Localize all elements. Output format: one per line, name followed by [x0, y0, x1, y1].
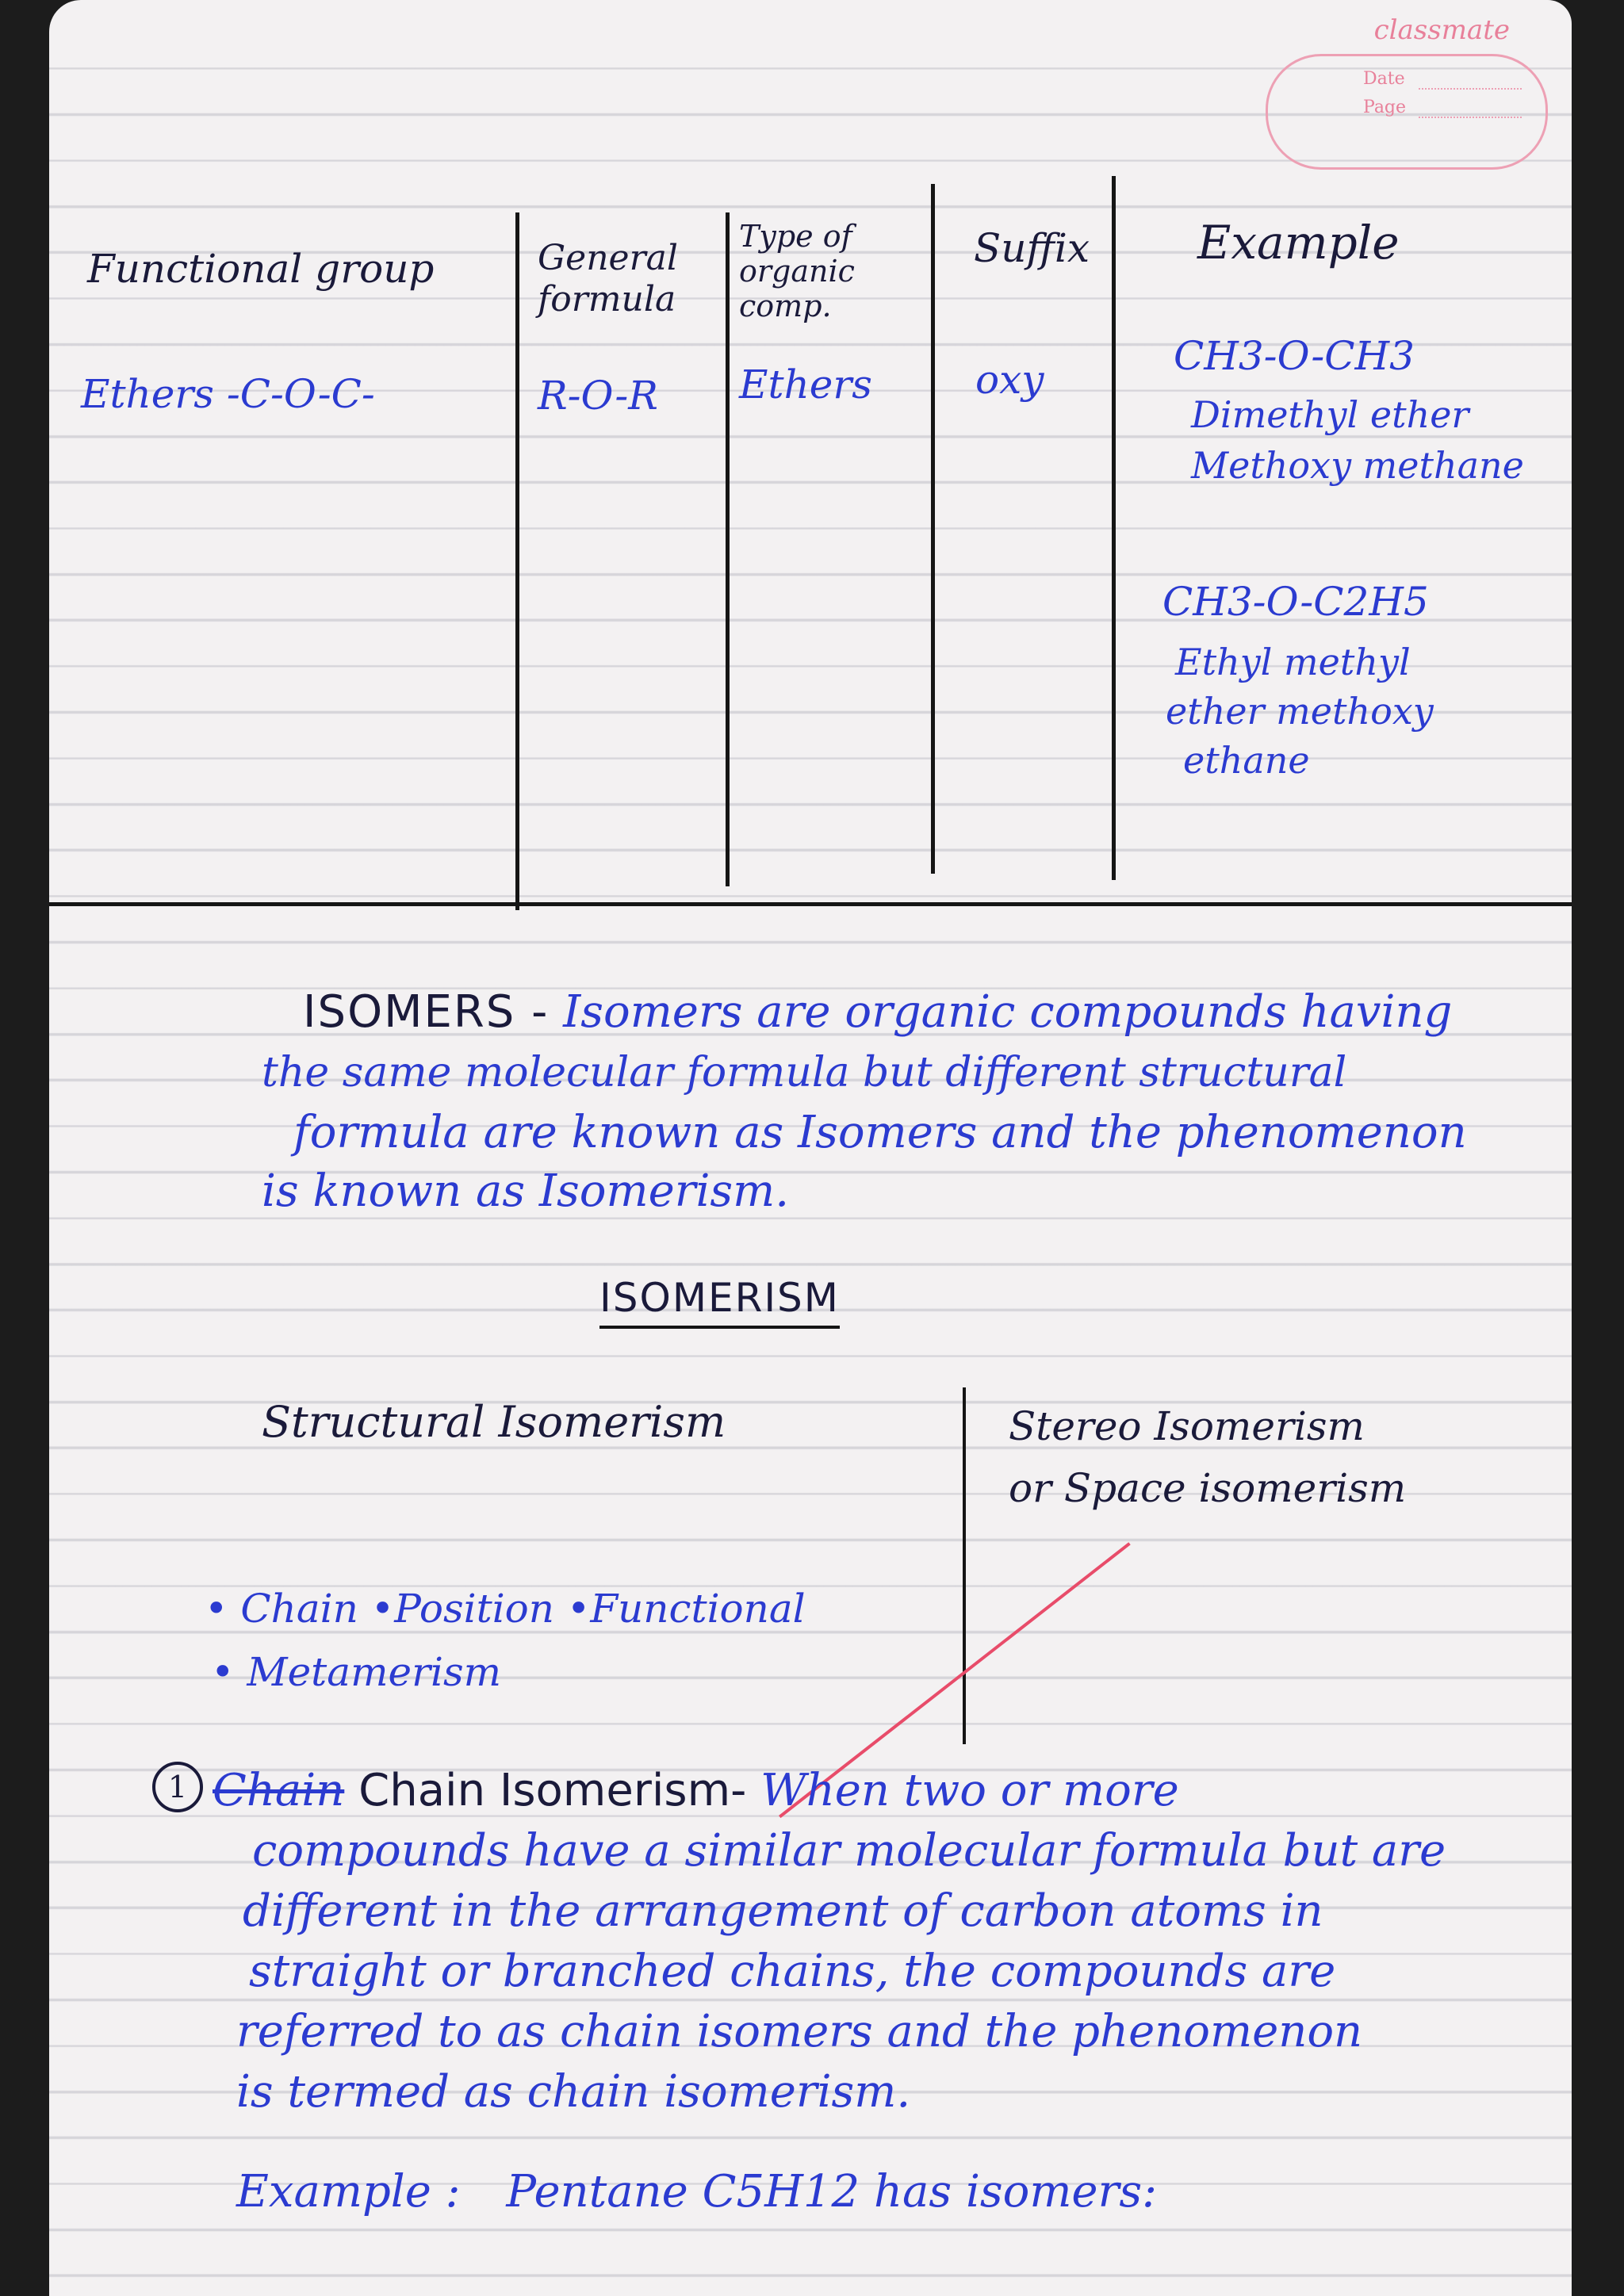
structural-types-line-1: • Chain •Position •Functional	[205, 1586, 806, 1632]
chain-line-4: straight or branched chains, the compounds are	[249, 1946, 1336, 1997]
chain-line-1	[213, 1762, 1179, 1820]
header-example: Example	[1197, 216, 1400, 270]
chain-line-3: different in the arrangement of carbon atoms in	[243, 1885, 1323, 1937]
structural-isomerism-heading: Structural Isomerism	[262, 1397, 726, 1447]
example-label: Example :	[236, 2166, 461, 2218]
header-functional-group: Functional group	[87, 246, 435, 292]
isomers-text-1: Isomers are organic compounds having	[563, 986, 1453, 1038]
chain-term: Chain Isomerism-	[358, 1765, 747, 1816]
date-label: Date	[1363, 69, 1405, 89]
chain-line-6: is termed as chain isomerism.	[236, 2066, 911, 2118]
table-divider-3	[931, 184, 935, 874]
cell-general-formula: R-O-R	[538, 373, 658, 419]
example-2-formula: CH3-O-C2H5	[1162, 579, 1429, 625]
header-type: Type of organic comp.	[739, 219, 855, 323]
brand-logo: classmate	[1373, 14, 1510, 46]
example-1-name-line-1: Dimethyl ether	[1191, 393, 1469, 436]
cell-functional-group: Ethers -C-O-C-	[81, 371, 375, 417]
isomers-line-3: formula are known as Isomers and the phenomenon	[293, 1107, 1467, 1158]
stereo-isomerism-heading-line-1: Stereo Isomerism	[1009, 1403, 1365, 1449]
table-divider-1	[515, 212, 519, 910]
example-line	[236, 2163, 1157, 2221]
table-bottom-rule	[49, 902, 1572, 906]
example-2-name-line-1: Ethyl methyl	[1175, 641, 1411, 683]
isomers-term: ISOMERS -	[303, 986, 550, 1038]
example-text: Pentane C5H12 has isomers:	[506, 2166, 1157, 2218]
example-2-name-line-3: ethane	[1183, 739, 1310, 782]
header-suffix: Suffix	[974, 225, 1090, 271]
cell-suffix: oxy	[975, 357, 1044, 403]
isomerism-title	[599, 1275, 840, 1321]
page-label: Page	[1363, 98, 1407, 117]
table-divider-4	[1112, 176, 1116, 880]
header-general-formula: General formula	[538, 238, 678, 320]
point-number: 1	[152, 1762, 203, 1812]
notebook-page	[49, 0, 1572, 2296]
chain-line-2: compounds have a similar molecular formula but are	[252, 1825, 1446, 1877]
stereo-isomerism-heading-line-2: or Space isomerism	[1009, 1465, 1407, 1511]
table-divider-2	[726, 212, 730, 886]
date-page-stamp	[1266, 54, 1548, 170]
chain-struck-word: Chain	[213, 1765, 345, 1816]
chain-line-5: referred to as chain isomers and the phenomenon	[236, 2006, 1363, 2057]
isomers-line-2: the same molecular formula but different structural	[262, 1049, 1347, 1096]
isomers-line-4: is known as Isomerism.	[262, 1165, 790, 1217]
isomers-line-1	[303, 983, 1452, 1042]
isomerism-title-text: ISOMERISM	[599, 1275, 840, 1329]
cell-type: Ethers	[739, 362, 872, 408]
example-1-formula: CH3-O-CH3	[1174, 333, 1415, 379]
chain-text-1: When two or more	[760, 1765, 1179, 1816]
structural-types-line-2: • Metamerism	[211, 1649, 502, 1695]
page-line	[1419, 117, 1522, 118]
example-1-name-line-2: Methoxy methane	[1191, 444, 1524, 487]
example-2-name-line-2: ether methoxy	[1166, 690, 1434, 733]
isomerism-divider	[963, 1387, 966, 1744]
date-line	[1419, 88, 1522, 90]
